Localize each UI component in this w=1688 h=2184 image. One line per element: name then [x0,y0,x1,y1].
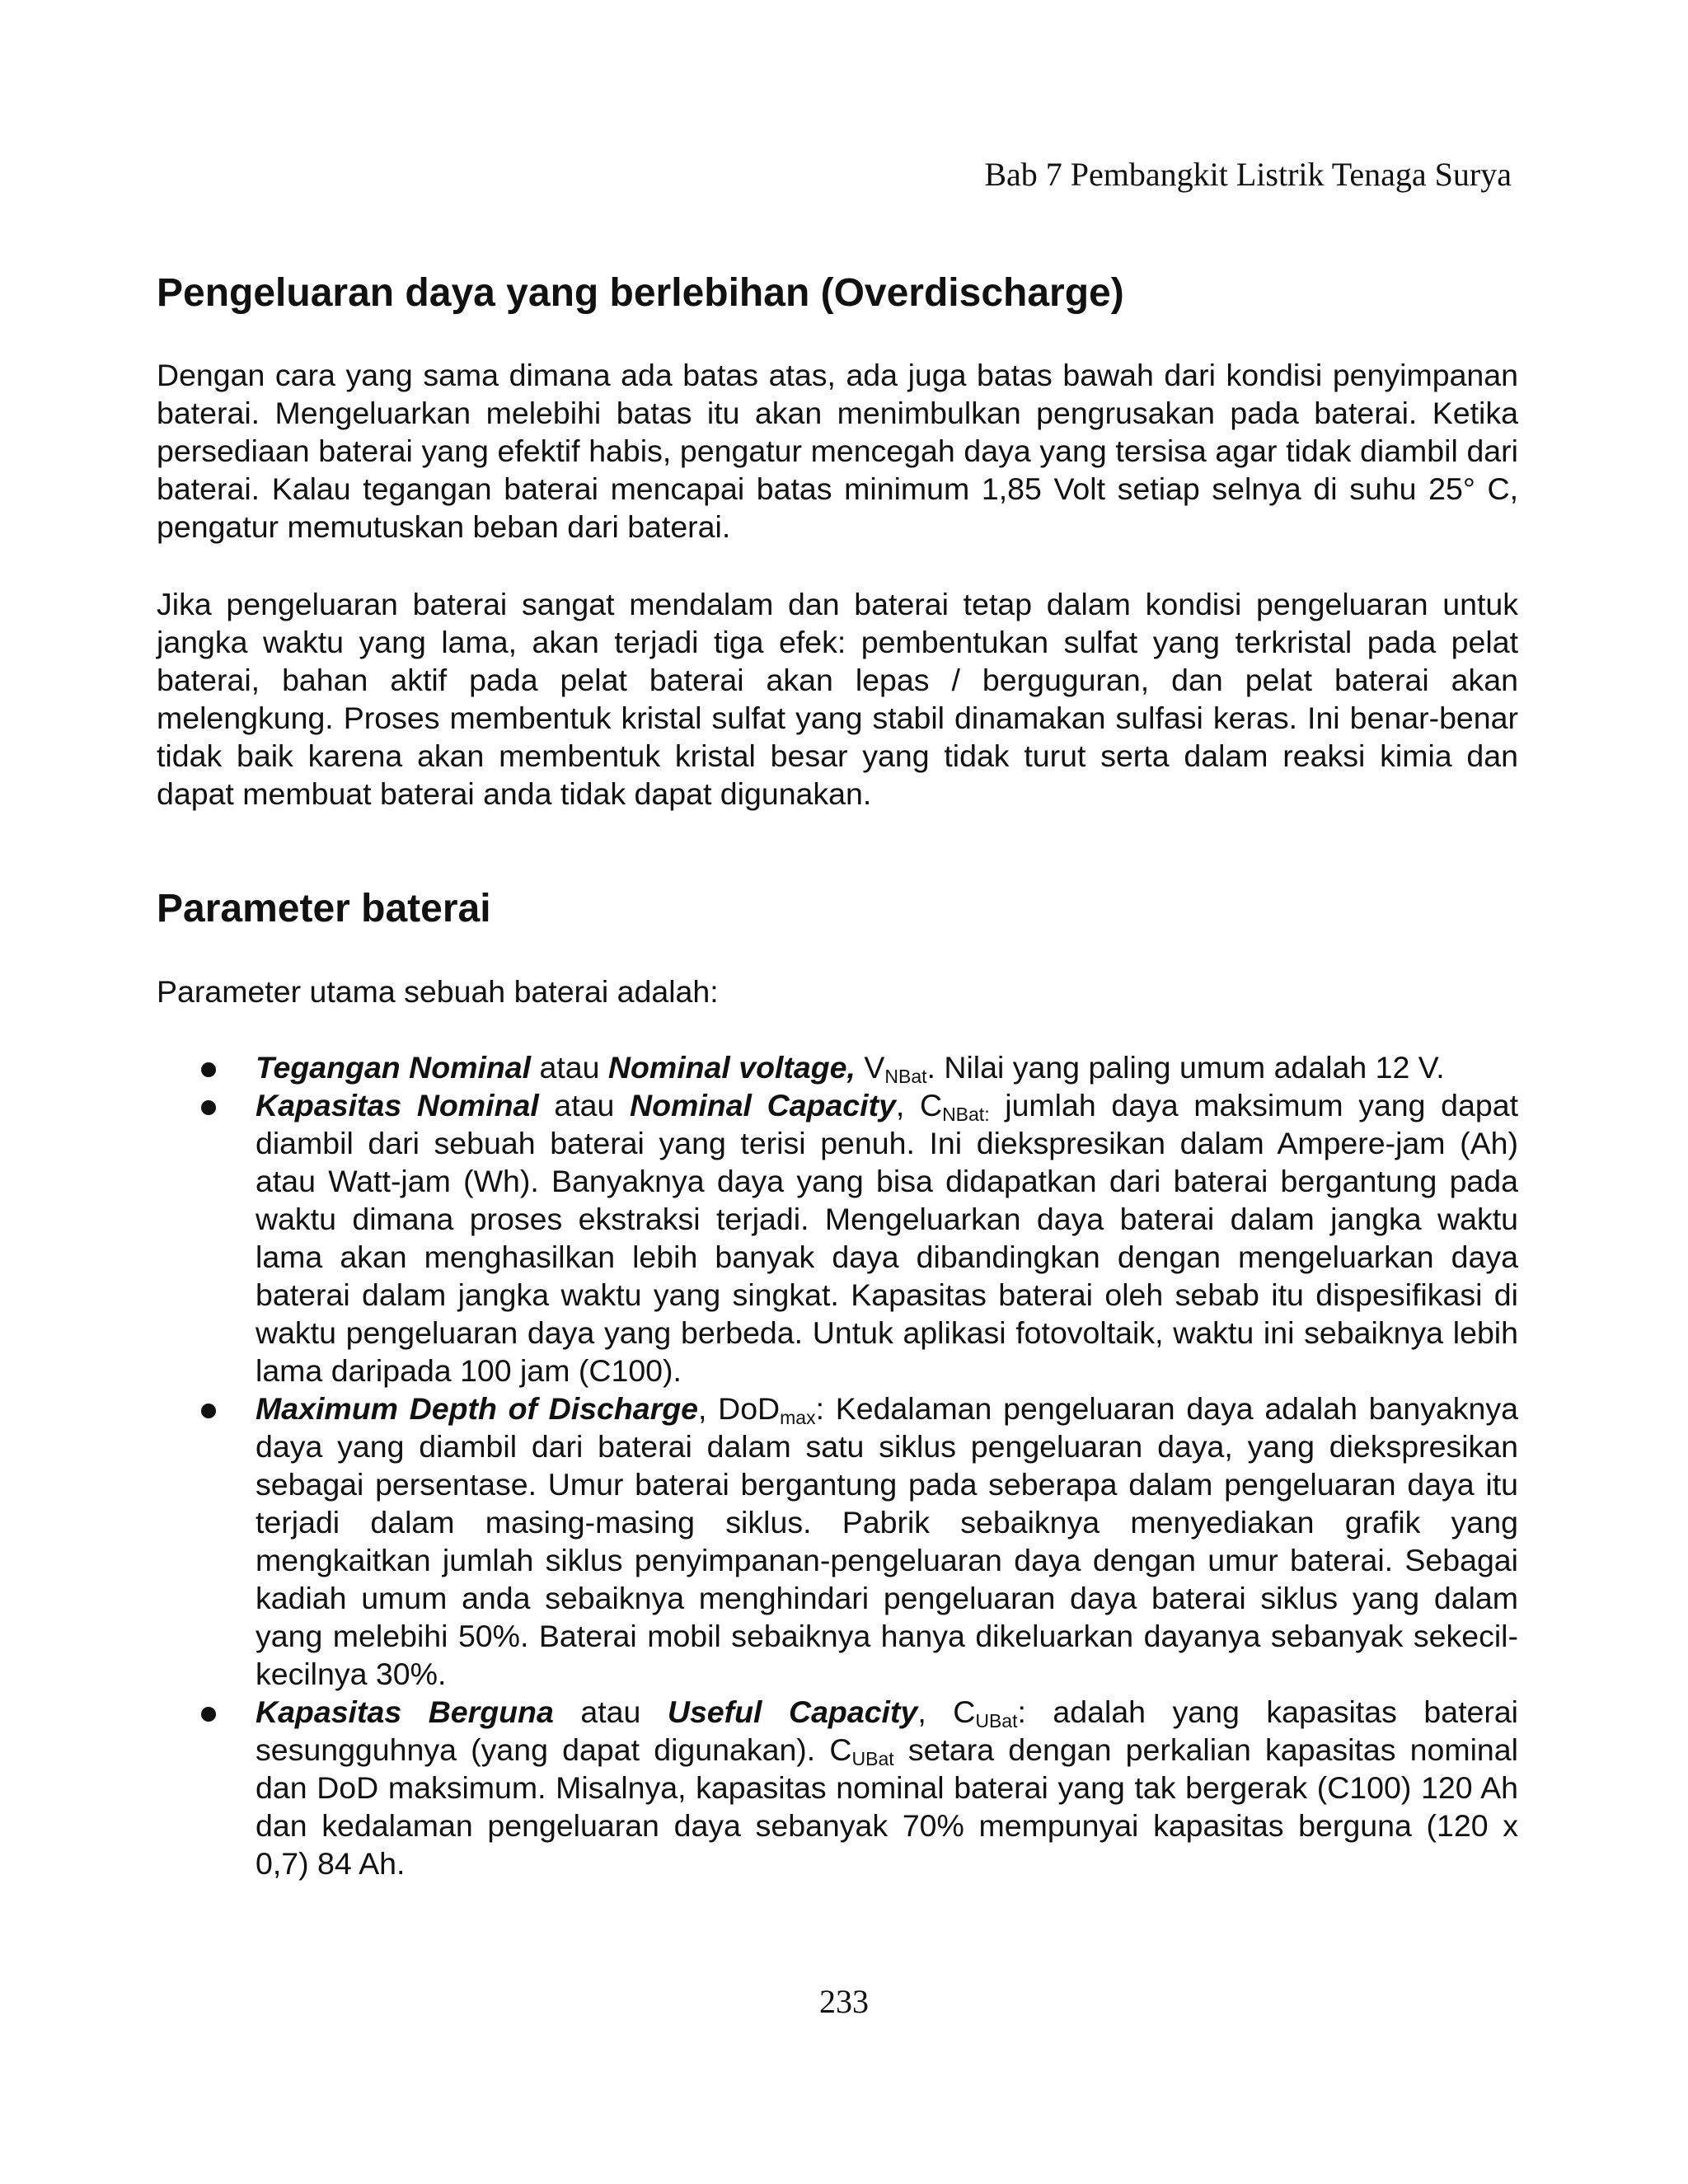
term-english: Nominal voltage, [607,1050,856,1085]
term: Tegangan Nominal [256,1050,532,1085]
list-item-nominal-capacity [157,1086,1518,1390]
description: : Kedalaman pengeluaran daya adalah banyaknya daya yang diambil dari baterai dalam satu siklus pengeluaran daya, yang diekspresikan sebagai persentase. Umur baterai bergantung pada seberapa dalam pengeluaran daya itu terjadi dalam masing-masing siklus. Pabrik sebaiknya menyediakan grafik yang mengkaitkan jumlah siklus penyimpanan-pengeluaran daya dengan umur baterai. Sebagai kadiah umum anda sebaiknya menghindari pengeluaran daya baterai siklus yang dalam yang melebihi 50%. Baterai mobil sebaiknya hanya dikeluarkan dayanya sebanyak sekecil-kecilnya 30%. [256,1391,1519,1691]
symbol-subscript: max [780,1407,816,1428]
description: . Nilai yang paling umum adalah 12 V. [926,1050,1445,1085]
term-separator: atau [553,1694,668,1729]
description: jumlah daya maksimum yang dapat diambil dari sebuah baterai yang terisi penuh. Ini diekspresikan dalam Ampere-jam (Ah) atau Watt-jam (Wh). Banyaknya daya yang bisa didapatkan dari baterai bergantung pada waktu dimana proses ekstraksi terjadi. Mengeluarkan daya baterai dalam jangka waktu lama akan menghasilkan lebih banyak daya dibandingkan dengan mengeluarkan daya baterai dalam jangka waktu yang singkat. Kapasitas baterai oleh sebab itu dispesifikasi di waktu pengeluaran daya yang berbeda. Untuk aplikasi fotovoltaik, waktu ini sebaiknya lebih lama daripada 100 jam (C100). [256,1088,1518,1388]
page-number: 233 [819,1983,869,2020]
paragraph-text: Jika pengeluaran baterai sangat mendalam dan baterai tetap dalam kondisi pengeluaran untuk jangka waktu yang lama, akan terjadi tiga efek: pembentukan sulfat yang terkristal pada pelat baterai, bahan aktif pada pelat baterai akan lepas / berguguran, dan pelat baterai akan melengkung. Proses membentuk kristal sulfat yang stabil dinamakan sulfasi keras. Ini benar-benar tidak baik karena akan membentuk kristal besar yang tidak turut serta dalam reaksi kimia dan dapat membuat baterai anda tidak dapat digunakan. [157,587,1518,811]
running-header: Bab 7 Pembangkit Listrik Tenaga Surya [984,156,1512,193]
bullet-icon [201,1062,216,1077]
symbol: , C [917,1694,976,1729]
symbol: , DoD [698,1391,781,1426]
symbol-subscript: NBat: [942,1104,990,1125]
symbol-subscript: UBat [975,1710,1018,1732]
term-separator: atau [531,1050,608,1085]
symbol-subscript: NBat [884,1066,927,1087]
bullet-icon [201,1404,216,1418]
term-english: Nominal Capacity [630,1088,896,1122]
symbol-subscript-2: UBat [851,1748,894,1769]
paragraph-text: Dengan cara yang sama dimana ada batas atas, ada juga batas bawah dari kondisi penyimpanan baterai. Mengeluarkan melebihi batas itu akan menimbulkan pengrusakan pada baterai. Ketika persediaan baterai yang efektif habis, pengatur mencegah daya yang tersisa agar tidak diambil dari baterai. Kalau tegangan baterai mencapai batas minimum 1,85 Volt setiap selnya di suhu 25° C, pengatur memutuskan beban dari baterai. [157,358,1518,544]
section-heading-parameter-baterai: Parameter baterai [157,887,491,930]
term: Kapasitas Nominal [256,1088,539,1122]
section-heading-overdischarge: Pengeluaran daya yang berlebihan (Overdischarge) [157,271,1124,315]
paragraph-overdischarge-1 [157,356,1518,546]
term: Maximum Depth of Discharge [256,1391,698,1426]
paragraph-text: Parameter utama sebuah baterai adalah: [157,974,719,1009]
symbol: , C [895,1088,943,1122]
bullet-icon [201,1100,216,1115]
paragraph-overdischarge-2 [157,585,1518,813]
list-item-max-depth-of-discharge [157,1390,1518,1693]
term-separator: atau [538,1088,631,1122]
paragraph-intro [157,972,1518,1010]
description: : adalah yang kapasitas baterai sesungguhnya (yang dapat digunakan). C [256,1694,1519,1767]
symbol: V [855,1050,885,1085]
term: Kapasitas Berguna [256,1694,554,1729]
list-item-useful-capacity [157,1693,1518,1882]
list-item-nominal-voltage [157,1048,1518,1086]
parameter-list [157,1048,1518,1882]
description-continued: setara dengan perkalian kapasitas nominal dan DoD maksimum. Misalnya, kapasitas nominal baterai yang tak bergerak (C100) 120 Ah dan kedalaman pengeluaran daya sebanyak 70% mempunyai kapasitas berguna (120 x 0,7) 84 Ah. [256,1732,1518,1881]
term-english: Useful Capacity [667,1694,918,1729]
bullet-icon [201,1707,216,1722]
